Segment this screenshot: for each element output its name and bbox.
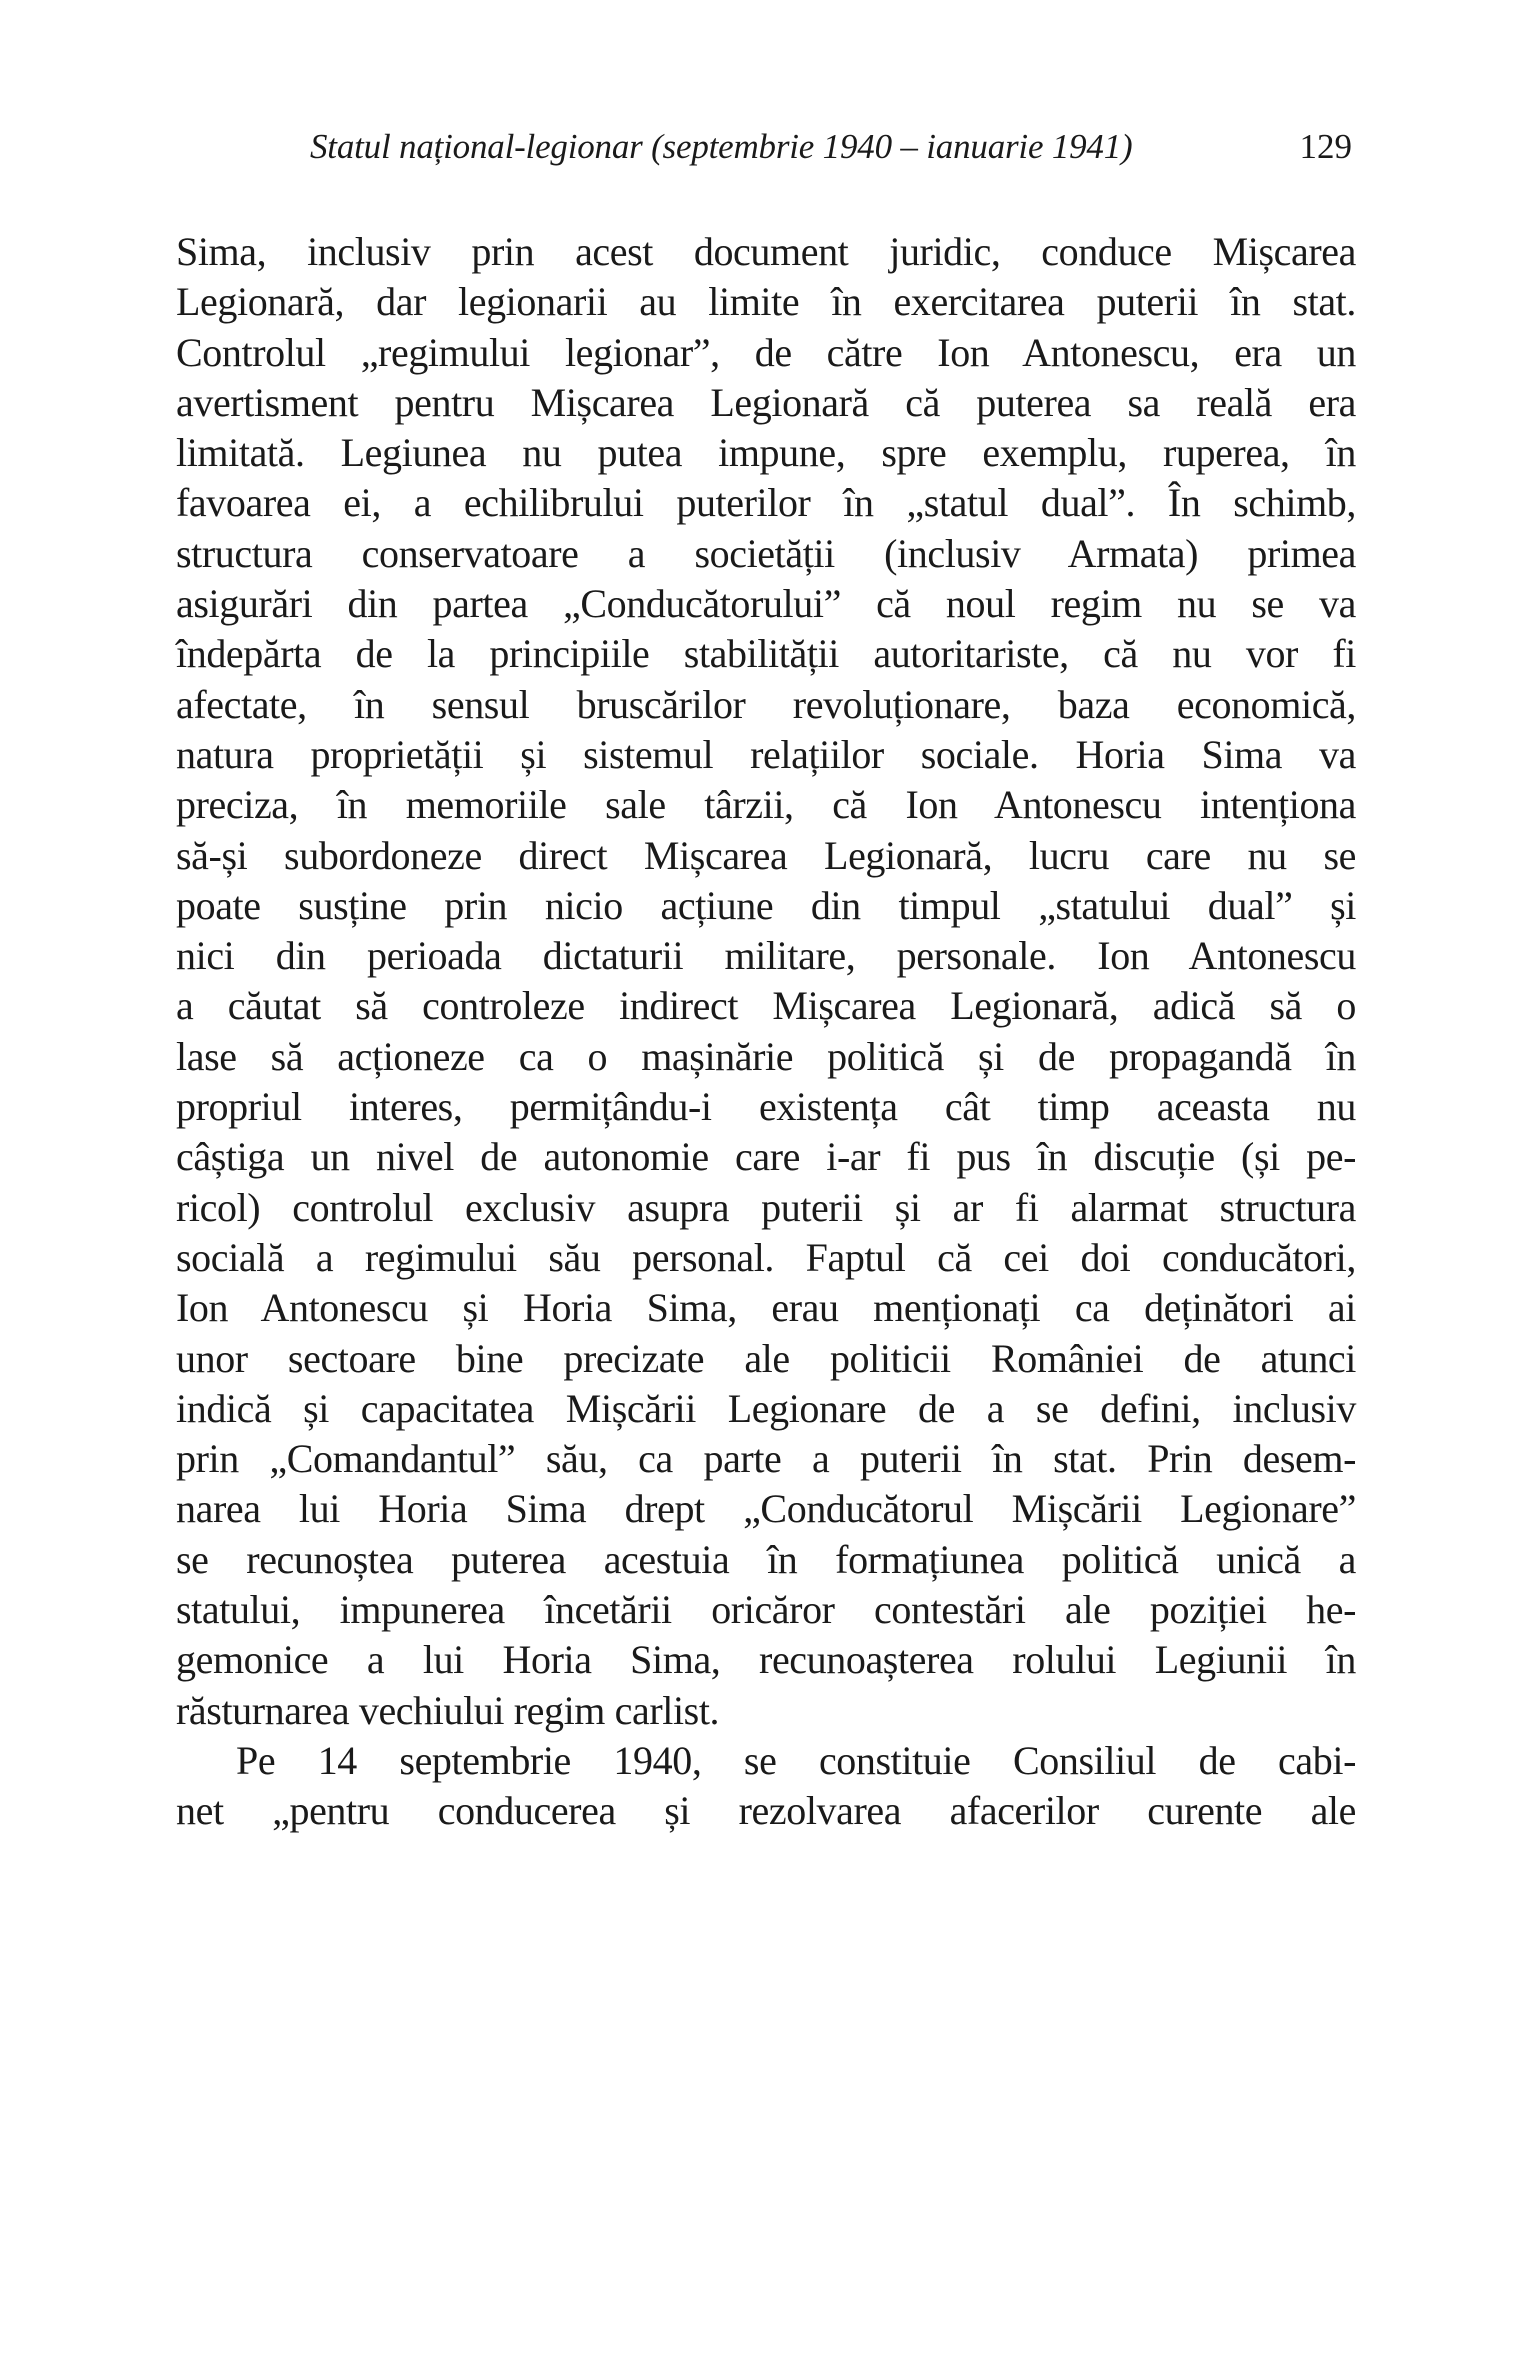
text-line: narea lui Horia Sima drept „Conducătorul Mișcării Legionare” bbox=[176, 1486, 1356, 1532]
text-line: câștiga un nivel de autonomie care i-ar fi pus în discuție (și pe- bbox=[176, 1134, 1356, 1180]
text-line: unor sectoare bine precizate ale politicii României de atunci bbox=[176, 1335, 1356, 1381]
text-line: Sima, inclusiv prin acest document juridic, conduce Mișcarea bbox=[176, 229, 1356, 274]
text-line: asigurări din partea „Conducătorului” că noul regim nu se va bbox=[176, 581, 1356, 627]
text-line: net „pentru conducerea și rezolvarea afacerilor curente ale bbox=[176, 1788, 1356, 1834]
paragraph-2 bbox=[176, 1736, 1356, 1837]
text-line: indică și capacitatea Mișcării Legionare de a se defini, inclusiv bbox=[176, 1385, 1356, 1431]
text-line: socială a regimului său personal. Faptul că cei doi conducători, bbox=[176, 1234, 1356, 1280]
paragraph-1 bbox=[176, 227, 1356, 1736]
text-line: lase să acționeze ca o mașinărie politică și de propagandă în bbox=[176, 1033, 1356, 1079]
text-line: se recunoștea puterea acestuia în formațiunea politică unică a bbox=[176, 1536, 1356, 1582]
running-header bbox=[176, 122, 1356, 172]
text-line: Controlul „regimului legionar”, de către Ion Antonescu, era un bbox=[176, 329, 1356, 375]
text-line: preciza, în memoriile sale târzii, că Ion Antonescu intenționa bbox=[176, 782, 1356, 828]
text-line: avertisment pentru Mișcarea Legionară că puterea sa reală era bbox=[176, 379, 1356, 425]
text-line: nici din perioada dictaturii militare, personale. Ion Antonescu bbox=[176, 933, 1356, 979]
running-title: Statul național-legionar (septembrie 1940 – ianuarie 1941) bbox=[310, 127, 1133, 166]
body-text bbox=[176, 227, 1356, 1837]
text-line: îndepărta de la principiile stabilității autoritariste, că nu vor fi bbox=[176, 631, 1356, 677]
text-line: gemonice a lui Horia Sima, recunoașterea rolului Legiunii în bbox=[176, 1637, 1356, 1683]
text-line: Pe 14 septembrie 1940, se constituie Consiliul de cabi- bbox=[236, 1737, 1356, 1783]
page-number: 129 bbox=[1299, 127, 1352, 166]
text-line: a căutat să controleze indirect Mișcarea Legionară, adică să o bbox=[176, 983, 1356, 1029]
text-line: limitată. Legiunea nu putea impune, spre exemplu, ruperea, în bbox=[176, 430, 1356, 476]
text-line: favoarea ei, a echilibrului puterilor în „statul dual”. În schimb, bbox=[176, 480, 1356, 526]
text-line: prin „Comandantul” său, ca parte a puterii în stat. Prin desem- bbox=[176, 1436, 1356, 1482]
text-line: ricol) controlul exclusiv asupra puterii și ar fi alarmat structura bbox=[176, 1184, 1356, 1230]
text-line: statului, impunerea încetării oricăror contestări ale poziției he- bbox=[176, 1587, 1356, 1633]
text-line: afectate, în sensul bruscărilor revoluționare, baza economică, bbox=[176, 681, 1356, 727]
text-line: Ion Antonescu și Horia Sima, erau menționați ca deținători ai bbox=[176, 1285, 1356, 1331]
text-line: Legionară, dar legionarii au limite în exercitarea puterii în stat. bbox=[176, 279, 1356, 325]
text-line: poate susține prin nicio acțiune din timpul „statului dual” și bbox=[176, 882, 1356, 928]
text-line: să-și subordoneze direct Mișcarea Legionară, lucru care nu se bbox=[176, 832, 1356, 878]
text-line: răsturnarea vechiului regim carlist. bbox=[176, 1687, 720, 1733]
text-line: propriul interes, permițându-i existența cât timp aceasta nu bbox=[176, 1084, 1356, 1130]
text-line: structura conservatoare a societății (inclusiv Armata) primea bbox=[176, 530, 1356, 576]
text-line: natura proprietății și sistemul relațiilor sociale. Horia Sima va bbox=[176, 731, 1356, 777]
